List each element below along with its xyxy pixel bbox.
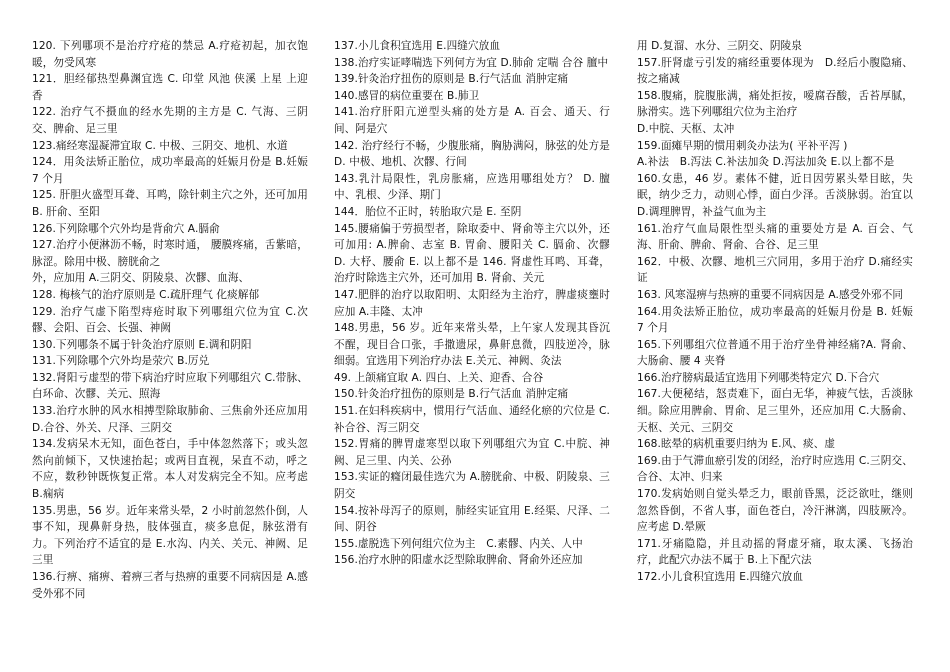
question-paragraph: 131.下列除哪个穴外均是荥穴 B.厉兑 bbox=[32, 355, 210, 368]
question-paragraph: 130.下列哪条不属于针灸治疗原则 E.调和阴阳 bbox=[32, 338, 252, 351]
question-paragraph: 154.按补母泻子的原则，肺经实证宜用 E.经渠、尺泽、二间、阴谷 bbox=[334, 504, 610, 534]
question-paragraph: 外，应加用 A.三阴交、阴陵泉、次髎、血海、 bbox=[32, 272, 250, 285]
question-paragraph: 120. 下列哪项不是治疗疗疮的禁忌 A.疗疮初起，加衣饱暖，勿受风寒 bbox=[32, 40, 308, 69]
question-paragraph: 163. 风寒湿痹与热痹的重要不同病因是 A.感受外邪不同 bbox=[637, 288, 904, 301]
question-paragraph: 128. 梅核气的治疗原则是 C.疏肝理气 化痰解郁 bbox=[32, 288, 260, 301]
question-paragraph: D.中脘、天枢、太冲 bbox=[637, 122, 735, 135]
question-paragraph: 142. 治疗经行不畅，少腹胀痛，胸胁满闷，脉弦的处方是 D. 中极、地机、次髎、行间 bbox=[334, 139, 610, 169]
question-paragraph: A.补法 B.泻法 C.补法加灸 D.泻法加灸 E.以上都不是 bbox=[637, 156, 895, 169]
question-paragraph: 171.牙痛隐隐，并且动摇的肾虚牙痛，取太溪、飞扬治疗，此配穴办法不属于 B.上下配穴法 bbox=[637, 537, 913, 567]
question-paragraph: 133.治疗水肿的风水相搏型除取肺俞、三焦俞外还应加用 D.合谷、外关、尺泽、三阴交 bbox=[32, 405, 308, 434]
question-paragraph: 125. 肝胆火盛型耳聋、耳鸣，除针刺主穴之外，还可加用 B. 肝俞、至阳 bbox=[32, 189, 308, 218]
question-paragraph: 170.发病始则自觉头晕乏力，眼前昏黑，泛泛欲吐，继则忽然昏倒，不省人事，面色苍白，冷汗淋漓，四肢厥冷。应考虑 D.晕厥 bbox=[637, 488, 913, 534]
question-paragraph: 122. 治疗气不摄血的经水先期的主方是 C. 气海、三阴交、脾俞、足三里 bbox=[32, 106, 308, 135]
question-paragraph: 141.治疗肝阳亢逆型头痛的处方是 A. 百会、通天、行间、阿是穴 bbox=[334, 106, 610, 135]
question-paragraph: 129. 治疗气虚下陷型痔疮时取下列哪组穴位为宜 C.次髎、会阳、百会、长强、神阙 bbox=[32, 305, 308, 335]
question-paragraph: 167.大便秘结，怒责难下，面白无华，神疲气怯，舌淡脉细。除应用脾俞、胃俞、足三里外，还应加用 C.大肠俞、天枢、关元、三阴交 bbox=[637, 388, 913, 434]
question-paragraph: 136.行痹、痛痹、着痹三者与热痹的重要不同病因是 A.感受外邪不同 bbox=[32, 571, 308, 600]
text-column-middle bbox=[334, 38, 621, 569]
question-paragraph: 164.用灸法矫正胎位，成功率最高的妊娠月份是 B. 妊娠 7 个月 bbox=[637, 305, 913, 335]
question-paragraph: 166.治疗膀病最适宜选用下列哪类特定穴 D.下合穴 bbox=[637, 371, 880, 384]
question-paragraph: 157.肝肾虚亏引发的痛经重要体现为 D.经后小腹隐痛、按之痛减 bbox=[637, 56, 913, 86]
question-paragraph: 162．中极、次髎、地机三穴同用，多用于治疗 D.痛经实证 bbox=[637, 255, 913, 285]
text-column-right bbox=[637, 38, 913, 586]
question-paragraph: 159.面瘫早期的惯用刺灸办法为( 平补平泻 ) bbox=[637, 139, 848, 152]
question-paragraph: 160.女患，46 岁。素体不健，近日因劳累头晕目眩，失眠，纳少乏力，动则心悸，面白少泽。舌淡脉弱。治宜以 D.调理脾胃，补益气血为主 bbox=[637, 172, 913, 218]
question-paragraph: 158.腹痛，脘腹胀满，痛处拒按，嗳腐吞酸，舌苔厚腻，脉滑实。选下列哪组穴位为主治疗 bbox=[637, 89, 913, 119]
question-paragraph: 168.眩晕的病机重要归纳为 E.风、痰、虚 bbox=[637, 438, 836, 451]
question-paragraph: 152.胃痛的脾胃虚寒型以取下列哪组穴为宜 C.中脘、神阙、足三里、内关、公孙 bbox=[334, 438, 610, 467]
question-paragraph: 127.治疗小便淋沥不畅，时寒时通， 腰膜疼痛，舌紫暗，脉涩。除用中极、膀胱俞之 bbox=[32, 239, 308, 268]
question-paragraph: 145.腰痛偏于劳损型者，除取委中、肾俞等主穴以外，还可加用: A.脾俞、志室 B. 胃俞、腰阳关 C. 膈俞、次髎 D. 大杼、腰俞 E. 以上都不是 146. 肾虚性耳鸣、耳聋，治疗时除选主穴外，还可加用 B. 肾俞、关元 bbox=[334, 222, 621, 285]
question-paragraph: 138.治疗实证哮喘选下列何方为宜 D.肺俞 定喘 合谷 膻中 bbox=[334, 56, 609, 69]
question-paragraph: 121．胆经郁热型鼻渊宜选 C. 印堂 风池 侠溪 上星 上迎香 bbox=[32, 73, 308, 102]
question-paragraph: 132.肾阳亏虚型的带下病治疗时应取下列哪组穴 C.带脉、白环命、次髎、关元、照海 bbox=[32, 371, 308, 401]
question-paragraph: 126.下列除哪个穴外均是背俞穴 A.膈俞 bbox=[32, 222, 220, 235]
question-paragraph: 49. 上颌痛宜取 A. 四白、上关、迎香、合谷 bbox=[334, 371, 544, 384]
question-paragraph: 124．用灸法矫正胎位，成功率最高的妊娠月份是 B.妊娠 7 个月 bbox=[32, 156, 308, 185]
question-paragraph: 150.针灸治疗扭伤的原则是 B.行气活血 消肿定痛 bbox=[334, 388, 569, 401]
question-paragraph: 165.下列哪组穴位普通不用于治疗坐骨神经痛?A. 肾俞、大肠俞、腰 4 夹脊 bbox=[637, 338, 913, 368]
question-paragraph: 135.男患，56 岁。近年来常头晕，2 小时前忽然仆倒，人事不知，现鼻鼾身热，肢体强直，痰多息促，脉弦滑有力。下列治疗不适宜的是 E.水沟、内关、关元、神阙、足三里 bbox=[32, 504, 309, 567]
question-paragraph: 169.由于气滞血瘀引发的闭经，治疗时应选用 C.三阴交、合谷、太冲、归来 bbox=[637, 454, 913, 484]
question-paragraph: 143.乳汁局限性，乳房胀痛，应选用哪组处方？ D. 膻中、乳根、少泽、期门 bbox=[334, 172, 610, 202]
question-paragraph: 156.治疗水肿的阳虚水泛型除取脾俞、肾俞外还应加 bbox=[334, 554, 583, 567]
question-paragraph: 用 D.复溜、水分、三阴交、阴陵泉 bbox=[637, 40, 802, 52]
question-paragraph: 151.在妇科疾病中，惯用行气活血、通经化瘀的穴位是 C. 补合谷、泻三阴交 bbox=[334, 405, 610, 434]
question-paragraph: 155.虚脱选下列何组穴位为主 C.素髎、内关、人中 bbox=[334, 537, 583, 550]
question-paragraph: 153.实证的癃闭最佳选穴为 A.膀胱俞、中极、阴陵泉、三阴交 bbox=[334, 471, 610, 501]
question-paragraph: 137.小儿食积宜选用 E.四缝穴放血 bbox=[334, 40, 501, 52]
question-paragraph: 139.针灸治疗扭伤的原则是 B.行气活血 消肿定痛 bbox=[334, 73, 569, 86]
question-paragraph: 140.感冒的病位重要在 B.肺卫 bbox=[334, 89, 480, 102]
question-paragraph: 134.发病呆木无知，面色苍白，手中体忽然落下；或头忽然向前倾下，又快速抬起；或两目直视，呆直不动，呼之不应，数秒钟既恢复正常。本人对发病完全不知。应考虑 B.痫病 bbox=[32, 438, 308, 501]
question-paragraph: 123.痛经寒湿凝滞宜取 C. 中极、三阴交、地机、水道 bbox=[32, 139, 288, 152]
question-paragraph: 148.男患，56 岁。近年来常头晕，上午家人发现其昏沉不醒，现目合口张，手撒遗尿，鼻鼾息微，四肢逆冷，脉细弱。宜选用下列治疗办法 E.关元、神阙、灸法 bbox=[334, 322, 610, 368]
question-paragraph: 172.小儿食积宜选用 E.四缝穴放血 bbox=[637, 571, 804, 583]
question-paragraph: 147.肥胖的治疗以取阳明、太阳经为主治疗，脾虚痰壅时应加 A.丰隆、太冲 bbox=[334, 288, 610, 318]
question-paragraph: 161.治疗气血局限性型头痛的重要处方是 A. 百会、气海、肝俞、脾俞、肾俞、合谷、足三里 bbox=[637, 222, 913, 252]
text-column-left bbox=[32, 38, 308, 602]
question-paragraph: 144．胎位不正时，转胎取穴是 E. 至阴 bbox=[334, 205, 522, 218]
